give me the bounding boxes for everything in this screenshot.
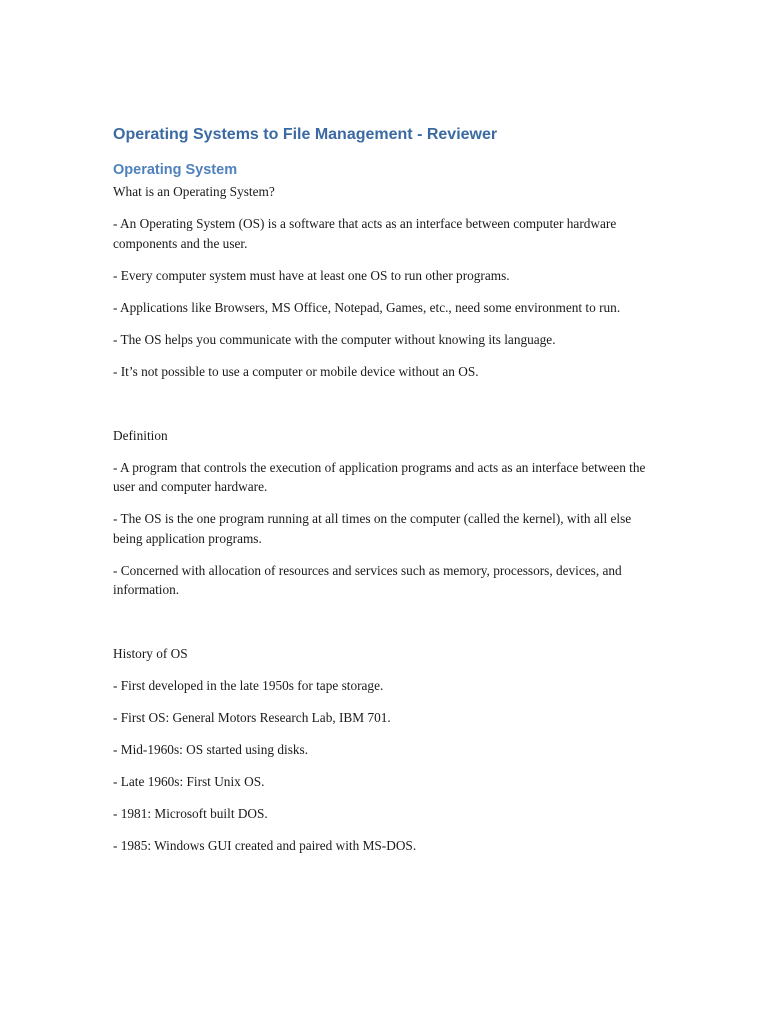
history-point: - Mid-1960s: OS started using disks. xyxy=(113,742,309,757)
section-heading-operating-system: Operating System xyxy=(113,162,238,178)
document-title: Operating Systems to File Management - Reviewer xyxy=(113,126,498,143)
intro-point: - Every computer system must have at least one OS to run other programs. xyxy=(113,267,510,283)
paragraph-spacer xyxy=(113,394,658,426)
definition-point: - Concerned with allocation of resources and services such as memory, processors, devices, and information. xyxy=(113,562,622,597)
definition-point: - The OS is the one program running at all times on the computer (called the kernel), with all else being application programs. xyxy=(113,511,632,546)
history-point: - First developed in the late 1950s for tape storage. xyxy=(113,678,384,693)
document-page xyxy=(113,124,658,868)
intro-point: - An Operating System (OS) is a software that acts as an interface between computer hardware components and the user. xyxy=(113,216,617,251)
history-point: - 1981: Microsoft built DOS. xyxy=(113,806,268,821)
intro-question: What is an Operating System? xyxy=(113,184,275,199)
history-point: - Late 1960s: First Unix OS. xyxy=(113,774,265,789)
definition-point: - A program that controls the execution of application programs and acts as an interface between the user and computer hardware. xyxy=(113,459,646,494)
intro-point: - The OS helps you communicate with the computer without knowing its language. xyxy=(113,331,556,347)
intro-point: - Applications like Browsers, MS Office, Notepad, Games, etc., need some environment to run. xyxy=(113,299,621,315)
paragraph-spacer xyxy=(113,612,658,644)
definition-label: Definition xyxy=(113,427,168,443)
history-point: - 1985: Windows GUI created and paired with MS-DOS. xyxy=(113,838,417,853)
history-label: History of OS xyxy=(113,646,188,661)
history-point: - First OS: General Motors Research Lab, IBM 701. xyxy=(113,710,391,725)
intro-point: - It’s not possible to use a computer or mobile device without an OS. xyxy=(113,363,479,379)
